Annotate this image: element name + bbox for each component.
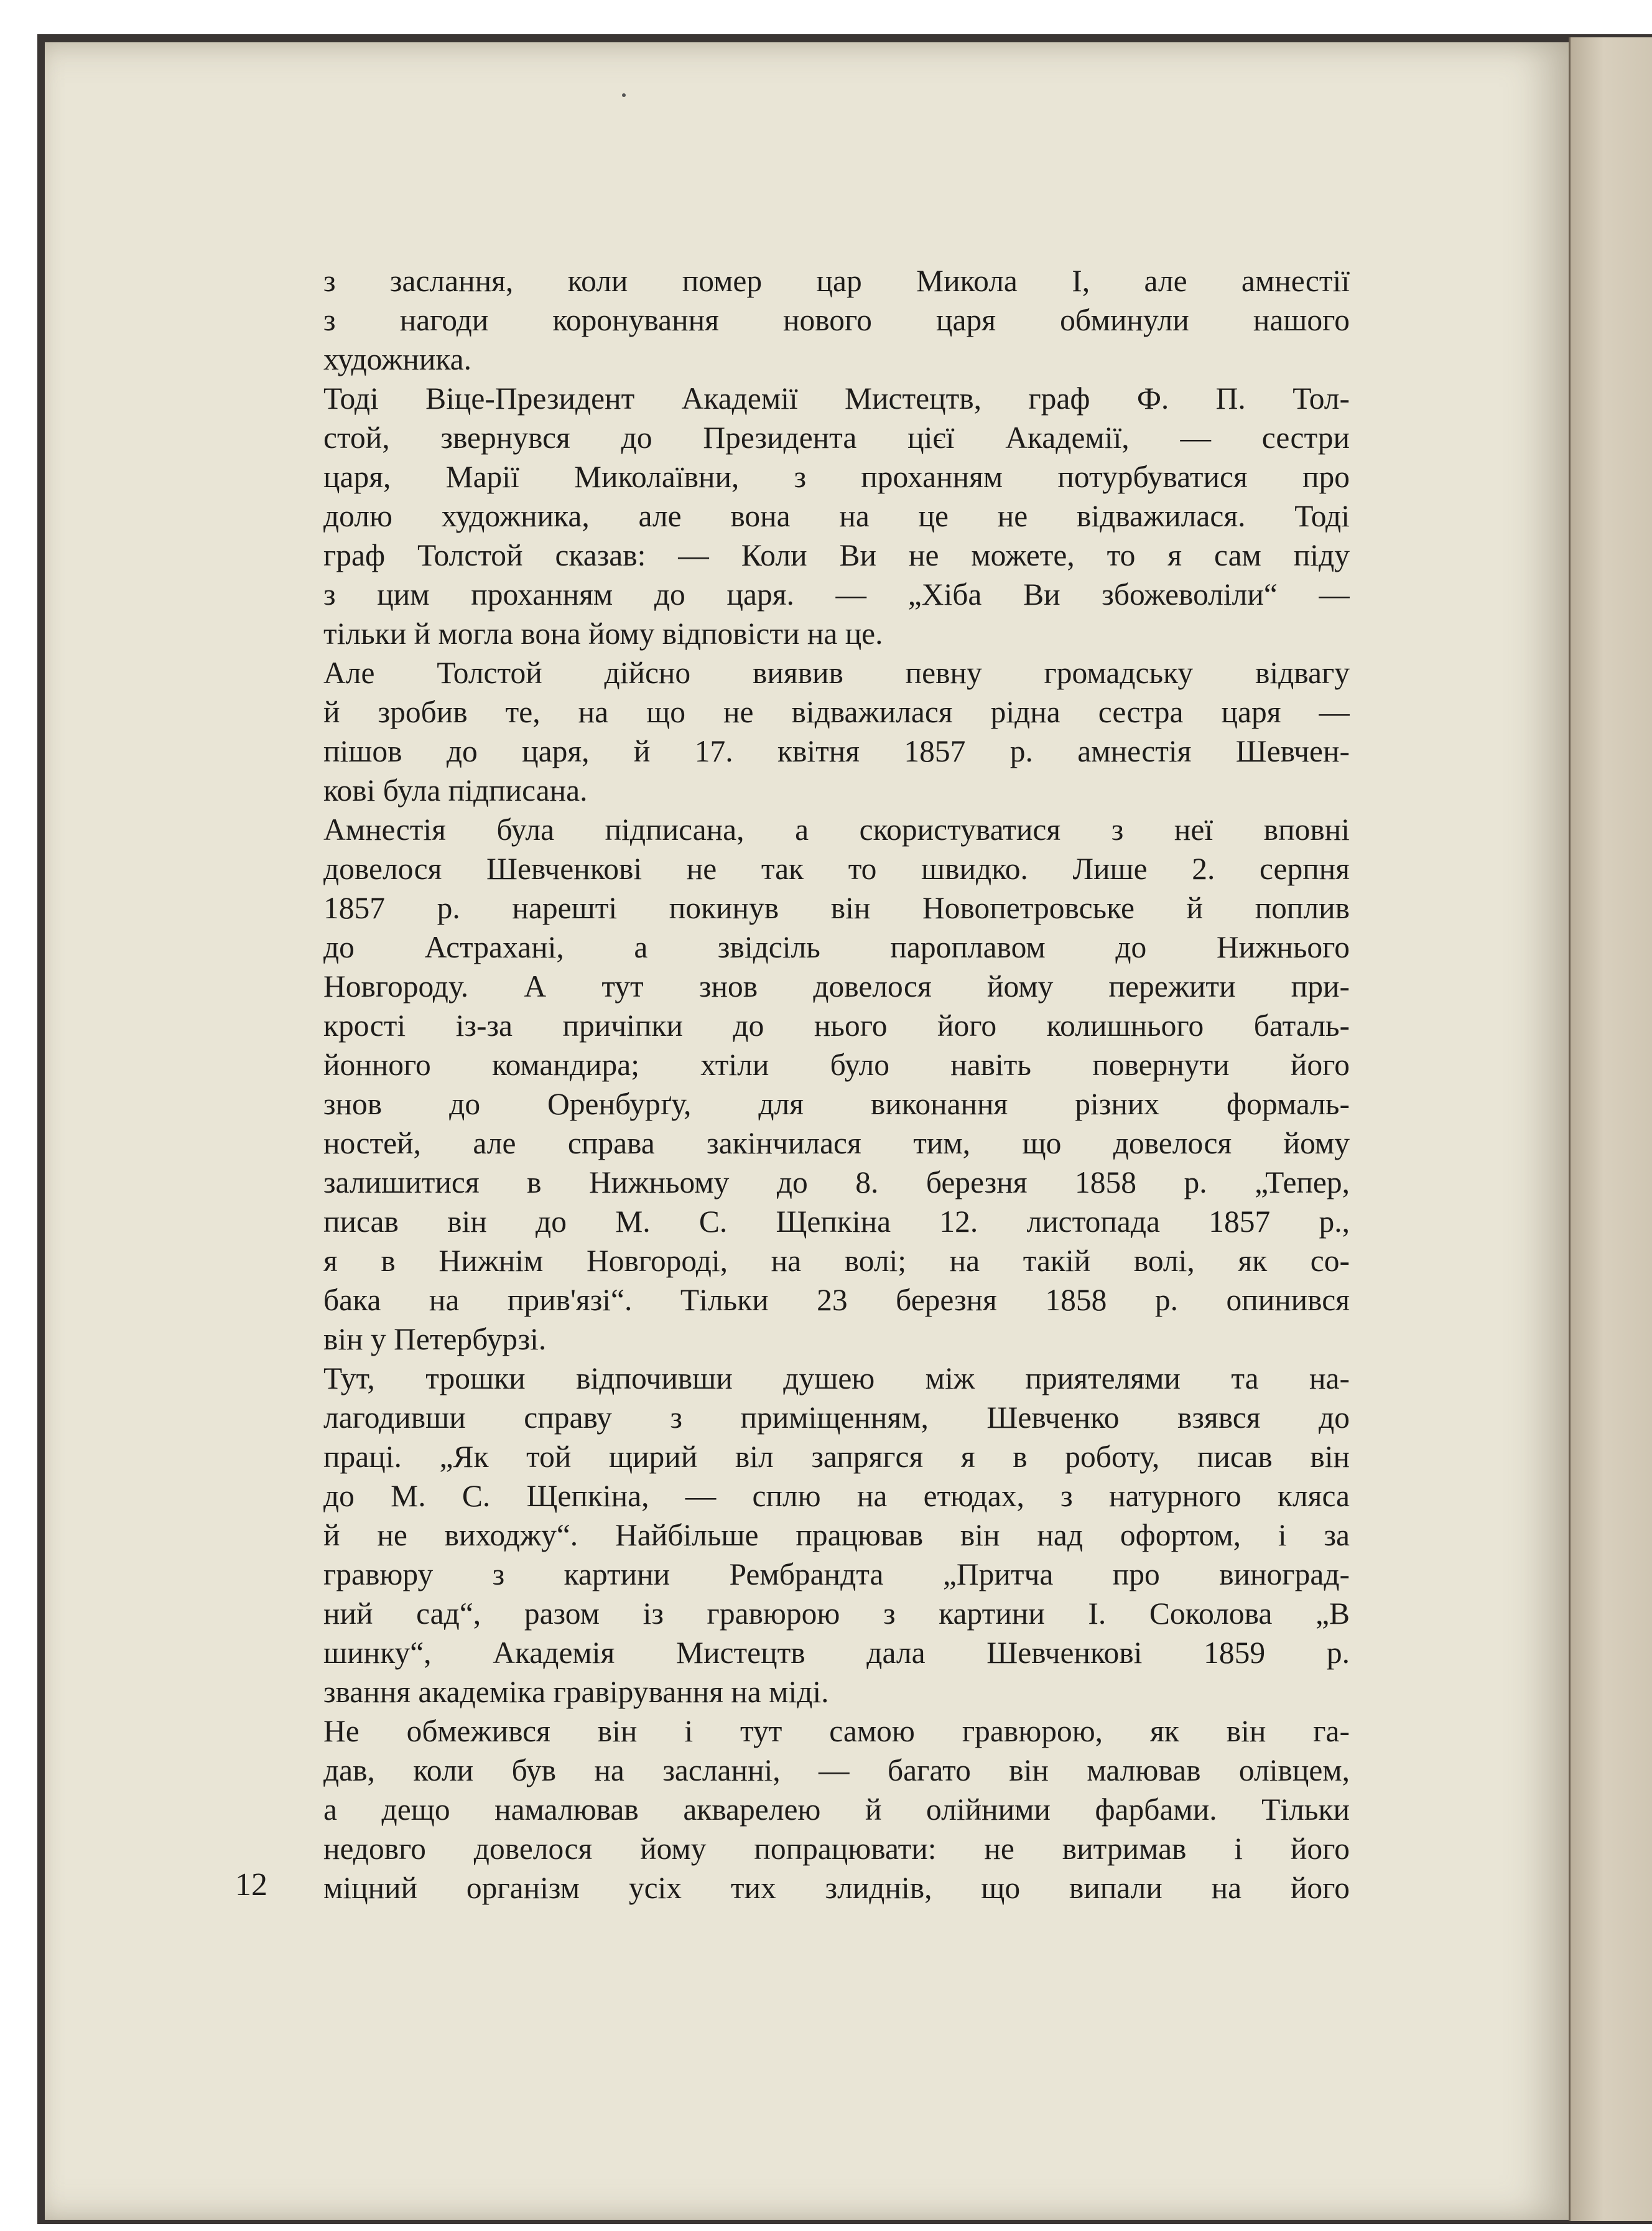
text-line: 1857 р. нарешті покинув він Новопетровське й поплив — [323, 891, 1350, 925]
text-line: Але Толстой дійсно виявив певну громадську відвагу — [323, 656, 1350, 690]
text-line: тільки й могла вона йому відповісти на це. — [323, 617, 883, 651]
text-line: Не обмежився він і тут самою гравюрою, як він га- — [323, 1714, 1350, 1748]
text-line: з нагоди коронування нового царя обминули нашого — [323, 303, 1350, 337]
paper-speck — [622, 93, 626, 97]
text-line: звання академіка гравірування на міді. — [323, 1675, 829, 1709]
text-line: дав, коли був на засланні, — багато він малював олівцем, — [323, 1753, 1350, 1787]
text-line: Новгороду. А тут знов довелося йому пережити при- — [323, 969, 1350, 1004]
text-line: шинку“, Академія Мистецтв дала Шевченкові 1859 р. — [323, 1636, 1350, 1670]
adjacent-page-edge — [1569, 37, 1652, 2221]
text-line: йонного командира; хтіли було навіть повернути його — [323, 1048, 1350, 1082]
text-line: з цим проханням до царя. — „Хіба Ви збожеволіли“ — — [323, 577, 1350, 612]
text-line: стой, звернувся до Президента цієї Академії, — сестри — [323, 421, 1350, 455]
text-line: й не виходжу“. Найбільше працював він над офортом, і за — [323, 1518, 1350, 1552]
text-line: пішов до царя, й 17. квітня 1857 р. амнестія Шевчен- — [323, 734, 1350, 768]
text-line: кові була підписана. — [323, 773, 588, 808]
text-line: ностей, але справа закінчилася тим, що довелося йому — [323, 1126, 1350, 1160]
text-line: Амнестія була підписана, а скористуватися з неї вповні — [323, 813, 1350, 847]
text-line: крості із-за причіпки до нього його колишнього баталь- — [323, 1008, 1350, 1043]
text-line: лагодивши справу з приміщенням, Шевченко взявся до — [323, 1400, 1350, 1435]
page-number: 12 — [235, 1867, 267, 1903]
text-line: міцний організм усіх тих злиднів, що випали на його — [323, 1871, 1350, 1905]
text-line: гравюру з картини Рембрандта „Притча про виноград- — [323, 1557, 1350, 1591]
text-line: до Астрахані, а звідсіль пароплавом до Нижнього — [323, 930, 1350, 964]
text-line: Тоді Віце-Президент Академії Мистецтв, граф Ф. П. Тол- — [323, 381, 1350, 416]
text-line: він у Петербурзі. — [323, 1322, 547, 1356]
text-line: недовго довелося йому попрацювати: не витримав і його — [323, 1832, 1350, 1866]
text-line: а дещо намалював акварелею й олійними фарбами. Тільки — [323, 1792, 1350, 1827]
text-line: й зробив те, на що не відважилася рідна сестра царя — — [323, 695, 1350, 729]
text-line: долю художника, але вона на це не відважилася. Тоді — [323, 499, 1350, 533]
text-line: ний сад“, разом із гравюрою з картини І. Соколова „В — [323, 1596, 1350, 1631]
text-line: залишитися в Нижньому до 8. березня 1858 р. „Тепер, — [323, 1165, 1350, 1199]
text-line: граф Толстой сказав: — Коли Ви не можете, то я сам піду — [323, 538, 1350, 572]
text-line: царя, Марії Миколаївни, з проханням потурбуватися про — [323, 460, 1350, 494]
body-text — [323, 261, 1350, 1907]
text-line: з заслання, коли помер цар Микола І, але амнестії — [323, 264, 1350, 298]
text-line: праці. „Як той щирий віл запрягся я в роботу, писав він — [323, 1440, 1350, 1474]
text-line: Тут, трошки відпочивши душею між приятелями та на- — [323, 1361, 1350, 1395]
text-line: до М. С. Щепкіна, — сплю на етюдах, з натурного кляса — [323, 1479, 1350, 1513]
text-line: художника. — [323, 342, 472, 376]
text-line: знов до Оренбурґу, для виконання різних формаль- — [323, 1087, 1350, 1121]
text-line: писав він до М. С. Щепкіна 12. листопада 1857 р., — [323, 1204, 1350, 1239]
text-line: бака на прив'язі“. Тільки 23 березня 1858 р. опинився — [323, 1283, 1350, 1317]
text-line: довелося Шевченкові не так то швидко. Лише 2. серпня — [323, 852, 1350, 886]
text-line: я в Нижнім Новгороді, на волі; на такій волі, як со- — [323, 1244, 1350, 1278]
